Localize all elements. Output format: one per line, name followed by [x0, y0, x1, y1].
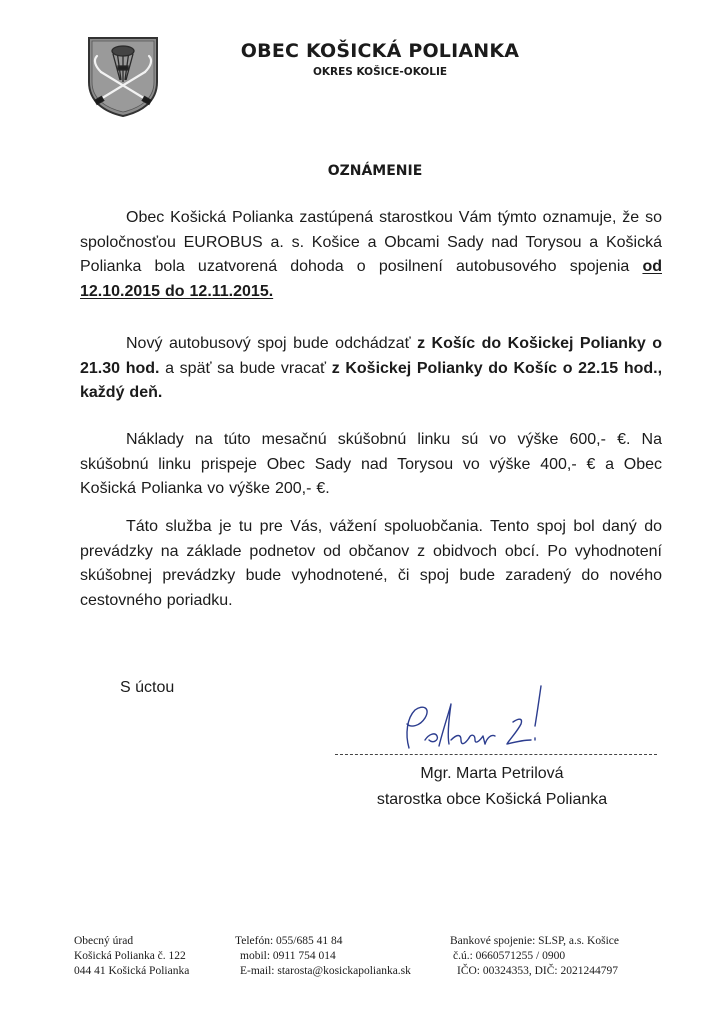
handwritten-signature	[395, 678, 560, 756]
footer-address-line: Obecný úrad	[74, 935, 134, 947]
service-period: od 12.10.2015 do 12.11.2015.	[80, 258, 662, 300]
footer-mobile: mobil: 0911 754 014	[240, 950, 336, 962]
district-subtitle: OKRES KOŠICE-OKOLIE	[312, 66, 448, 78]
municipality-title: OBEC KOŠICKÁ POLIANKA	[240, 40, 520, 62]
schedule-text-2: a späť sa bude vracať	[159, 359, 332, 377]
return-info: z Košickej Polianky do Košíc o 22.15 hod., každý deň.	[80, 359, 663, 401]
document-title: OZNÁMENIE	[327, 163, 423, 179]
footer-address-line: 044 41 Košická Polianka	[74, 965, 190, 977]
footer-bank	[450, 934, 619, 979]
signer-role: starostka obce Košická Polianka	[376, 791, 608, 808]
footer-contact	[235, 934, 411, 979]
footer-phone: Telefón: 055/685 41 84	[235, 935, 343, 947]
paragraph-agreement	[80, 206, 662, 304]
footer-address-line: Košická Polianka č. 122	[74, 950, 186, 962]
signature-line	[335, 754, 657, 755]
paragraph-costs: Náklady na túto mesačnú skúšobnú linku sú vo výške 600,- €. Na skúšobnú linku prispeje Obec Sady nad Torysou vo výške 400,- € a Obec Košická Polianka vo výške 200,- €.	[80, 431, 662, 497]
closing-salutation: S úctou	[120, 679, 175, 696]
footer-ids: IČO: 00324353, DIČ: 2021244797	[457, 965, 618, 977]
footer-account: č.ú.: 0660571255 / 0900	[453, 950, 566, 962]
coat-of-arms-icon	[87, 36, 159, 118]
paragraph-agreement-text: Obec Košická Polianka zastúpená starostkou Vám týmto oznamuje, že so spoločnosťou EUROBUS a. s. Košice a Obcami Sady nad Torysou a Košická Polianka bola uzatvorená dohoda o posilnení autobusového spojenia	[80, 209, 662, 275]
paragraph-schedule	[80, 332, 662, 406]
footer-bank-line: Bankové spojenie: SLSP, a.s. Košice	[450, 935, 619, 947]
paragraph-service-info: Táto služba je tu pre Vás, vážení spoluobčania. Tento spoj bol daný do prevádzky na základe podnetov od občanov z obidvoch obcí. Po vyhodnotení skúšobnej prevádzky bude vyhodnotené, či spoj bude zaradený do nového cestovného poriadku.	[80, 518, 662, 609]
footer-address	[74, 934, 189, 979]
footer-email: E-mail: starosta@kosickapolianka.sk	[240, 965, 411, 977]
departure-info: z Košíc do Košickej Polianky o 21.30 hod.	[80, 335, 663, 377]
schedule-text-1: Nový autobusový spoj bude odchádzať	[126, 335, 418, 352]
signer-name: Mgr. Marta Petrilová	[420, 765, 564, 782]
